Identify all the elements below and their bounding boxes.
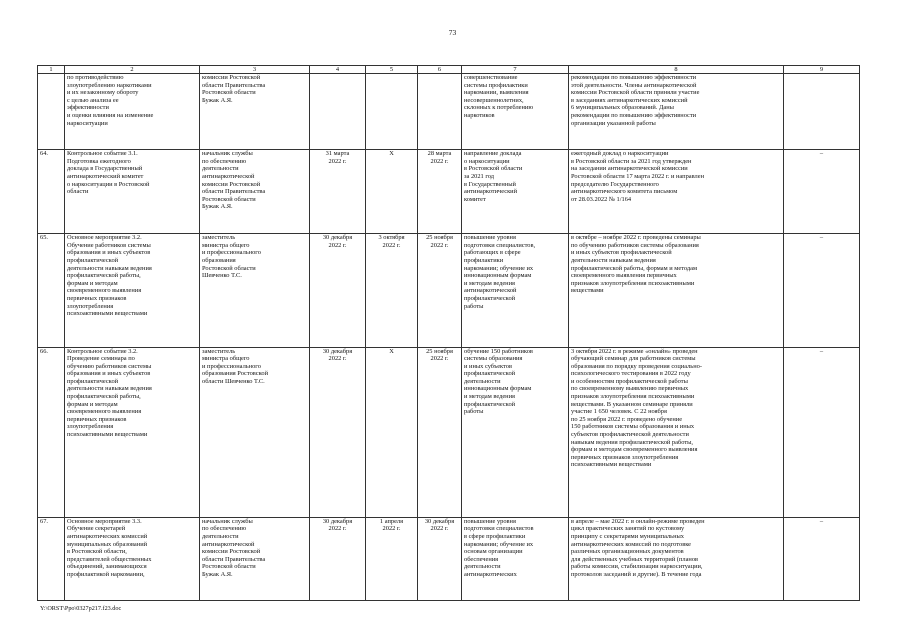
responsible-cell: заместитель министра общего и профессионального образования Ростовской области Шевченко Т.С.: [200, 347, 310, 517]
column-header-3: 3: [200, 66, 310, 74]
reasons-cell: –: [784, 517, 860, 600]
start-date-cell: 1 апреля 2022 г.: [366, 517, 418, 600]
responsible-cell: комиссии Ростовской области Правительства Ростовской области Бужак А.Я.: [200, 74, 310, 150]
column-header-5: 5: [366, 66, 418, 74]
planned-date-cell: [310, 74, 366, 150]
planned-date-cell: 30 декабря 2022 г.: [310, 517, 366, 600]
row-number-cell: 65.: [38, 234, 65, 347]
expected-result-cell: обучение 150 работников системы образования и иных субъектов профилактической деятельности инновационным формам и методам ведения профилактической работы: [462, 347, 569, 517]
reasons-cell: –: [784, 150, 860, 234]
end-date-cell: 25 ноября 2022 г.: [418, 347, 462, 517]
expected-result-cell: совершенствование системы профилактики наркомании, выявления несовершеннолетних, склонных к потреблению наркотиков: [462, 74, 569, 150]
event-name-cell: Основное мероприятие 3.3. Обучение секретарей антинаркотических комиссий муниципальных образований в Ростовской области, представителей общественных объединений, занимающихся профилактикой наркомании,: [65, 517, 200, 600]
event-name-cell: Контрольное событие 3.2. Проведение семинара по обучению работников системы образования и иных субъектов профилактической деятельности навыкам ведения профилактической работы, формам и методам своевременного выявления первичных признаков злоупотребления психоактивными веществами: [65, 347, 200, 517]
event-name-cell: Контрольное событие 3.1. Подготовка ежегодного доклада в Государственный антинаркотический комитет о наркоситуации в Ростовской области: [65, 150, 200, 234]
actual-result-cell: 3 октября 2022 г. в режиме «онлайн» проведен обучающий семинар для работников системы образования по порядку проведения социально- психологического тестирования в 2022 году и особенностям профилактической работы по своевременному выявлению первичных признаков злоупотребления психоактивными веществами. В указанном семинаре приняли участие 1 650 человек. С 22 ноября по 25 ноября 2022 г. проведено обучение 150 работников системы образования и иных субъектов профилактической деятельности навыкам ведения профилактической работы, формам и методам своевременного выявления первичных признаков злоупотребления психоактивными веществами: [569, 347, 784, 517]
end-date-cell: 25 ноября 2022 г.: [418, 234, 462, 347]
column-header-2: 2: [65, 66, 200, 74]
column-header-1: 1: [38, 66, 65, 74]
report-table: [37, 65, 860, 601]
actual-result-cell: в октябре – ноябре 2022 г. проведены семинары по обучению работников системы образования и иных субъектов профилактической деятельности навыкам ведения профилактической работы, формам и методам своевременного выявления первичных признаков злоупотребления психоактивными веществами: [569, 234, 784, 347]
responsible-cell: начальник службы по обеспечению деятельности антинаркотической комиссии Ростовской области Правительства Ростовской области Бужак А.Я.: [200, 517, 310, 600]
table-row: [38, 234, 860, 347]
expected-result-cell: повышение уровня подготовки специалистов, работающих в сфере профилактики наркомании; обучение их инновационным формам и методам ведения антинаркотической профилактической работы: [462, 234, 569, 347]
reasons-cell: –: [784, 234, 860, 347]
table-row: [38, 150, 860, 234]
table-row: [38, 74, 860, 150]
start-date-cell: [366, 74, 418, 150]
expected-result-cell: повышение уровня подготовки специалистов в сфере профилактики наркомании; обучение их основам организации обеспечения деятельности антинаркотических: [462, 517, 569, 600]
reasons-cell: –: [784, 347, 860, 517]
column-header-8: 8: [569, 66, 784, 74]
reasons-cell: [784, 74, 860, 150]
row-number-cell: [38, 74, 65, 150]
end-date-cell: 28 марта 2022 г.: [418, 150, 462, 234]
actual-result-cell: рекомендации по повышению эффективности этой деятельности. Члены антинаркотической комиссии Ростовской области приняли участие в заседаниях антинаркотических комиссий 6 муниципальных образований. Даны рекомендации по повышению эффективности организации указанной работы: [569, 74, 784, 150]
planned-date-cell: 31 марта 2022 г.: [310, 150, 366, 234]
start-date-cell: Х: [366, 347, 418, 517]
responsible-cell: начальник службы по обеспечению деятельности антинаркотической комиссии Ростовской области Правительства Ростовской области Бужак А.Я.: [200, 150, 310, 234]
event-name-cell: Основное мероприятие 3.2. Обучение работников системы образования и иных субъектов профилактической деятельности навыкам ведения профилактической работы, формам и методам своевременного выявления первичных признаков злоупотребления психоактивными веществами: [65, 234, 200, 347]
expected-result-cell: направление доклада о наркоситуации в Ростовской области за 2021 год в Государственный антинаркотический комитет: [462, 150, 569, 234]
row-number-cell: 66.: [38, 347, 65, 517]
end-date-cell: [418, 74, 462, 150]
end-date-cell: 30 декабря 2022 г.: [418, 517, 462, 600]
planned-date-cell: 30 декабря 2022 г.: [310, 347, 366, 517]
event-name-cell: по противодействию злоупотреблению наркотиками и их незаконному обороту с целью анализа ее эффективности и оценки влияния на изменение наркоситуации: [65, 74, 200, 150]
row-number-cell: 67.: [38, 517, 65, 600]
column-header-7: 7: [462, 66, 569, 74]
start-date-cell: 3 октября 2022 г.: [366, 234, 418, 347]
planned-date-cell: 30 декабря 2022 г.: [310, 234, 366, 347]
responsible-cell: заместитель министра общего и профессионального образования Ростовской области Шевченко Т.С.: [200, 234, 310, 347]
actual-result-cell: ежегодный доклад о наркоситуации в Ростовской области за 2021 год утвержден на заседании антинаркотической комиссии Ростовской области 17 марта 2022 г. и направлен председателю Государственного антинаркотического комитета письмом от 28.03.2022 № 1/164: [569, 150, 784, 234]
page-number: 73: [448, 28, 457, 37]
row-number-cell: 64.: [38, 150, 65, 234]
column-header-6: 6: [418, 66, 462, 74]
footer-file-path: Y:\ORST\Ppo\0327p217.f23.doc: [40, 605, 122, 612]
table-row: [38, 347, 860, 517]
table-row: [38, 517, 860, 600]
column-header-9: 9: [784, 66, 860, 74]
start-date-cell: Х: [366, 150, 418, 234]
column-number-header-row: [38, 66, 860, 74]
column-header-4: 4: [310, 66, 366, 74]
actual-result-cell: в апреле – мае 2022 г. в онлайн-режиме проведен цикл практических занятий по кустовому принципу с секретарями муниципальных антинаркотических комиссий по подготовке различных организационных документов для действенных учебных территорий (планов работы комиссии, стабилизации наркоситуации, протоколов заседаний и другие). В течение года: [569, 517, 784, 600]
